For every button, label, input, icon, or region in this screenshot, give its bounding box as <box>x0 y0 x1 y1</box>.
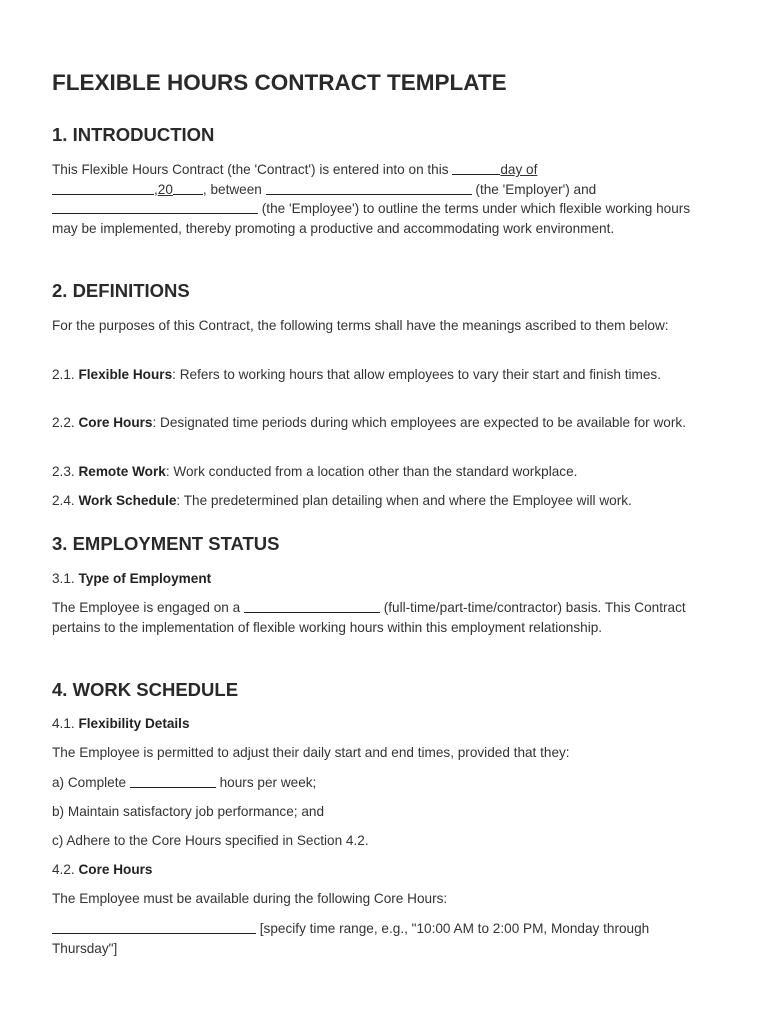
definition-term: Remote Work <box>78 464 166 479</box>
employer-blank <box>266 181 472 195</box>
condition-a-end: hours per week; <box>219 775 317 790</box>
definition-item <box>52 365 718 385</box>
definition-item <box>52 413 718 433</box>
definition-item <box>52 491 718 511</box>
heading-definitions: 2. DEFINITIONS <box>52 280 190 301</box>
employee-blank <box>52 200 258 214</box>
definition-number: 2.2. <box>52 415 75 430</box>
core-hours-range <box>52 919 718 958</box>
subheading-number: 3.1. <box>52 571 75 586</box>
definition-term: Core Hours <box>78 415 153 430</box>
subheading-title: Type of Employment <box>78 571 212 586</box>
definition-text: : Refers to working hours that allow employees to vary their start and finish times. <box>172 367 661 382</box>
core-hours-paragraph: The Employee must be available during the following Core Hours: <box>52 891 448 906</box>
month-blank <box>52 181 154 195</box>
subheading-title: Flexibility Details <box>78 716 190 731</box>
year-prefix: 20 <box>157 181 173 197</box>
employer-text: (the 'Employer') and <box>475 181 597 197</box>
condition-a-start: a) Complete <box>52 775 127 790</box>
core-hours-hint: [specify time range, e.g., "10:00 AM to 2:00 PM, Monday through Thursday"] <box>52 921 650 956</box>
employment-paragraph <box>52 598 718 637</box>
definition-term: Work Schedule <box>78 493 177 508</box>
definition-number: 2.3. <box>52 464 75 479</box>
subheading-core-hours <box>52 860 718 880</box>
document-title: FLEXIBLE HOURS CONTRACT TEMPLATE <box>52 70 507 95</box>
intro-text-start: This Flexible Hours Contract (the 'Contract') is entered into on this <box>52 162 449 177</box>
heading-employment-status: 3. EMPLOYMENT STATUS <box>52 533 280 554</box>
employment-type-blank <box>244 599 380 613</box>
subheading-number: 4.2. <box>52 862 75 877</box>
employment-text-end: (full-time/part-time/contractor) basis. This Contract pertains to the implementation of flexible working hours within this employment relationship. <box>52 600 686 635</box>
definition-text: : The predetermined plan detailing when and where the Employee will work. <box>176 493 632 508</box>
heading-work-schedule: 4. WORK SCHEDULE <box>52 679 239 700</box>
definition-term: Flexible Hours <box>78 367 173 382</box>
heading-introduction: 1. INTRODUCTION <box>52 124 215 145</box>
hours-blank <box>130 774 216 788</box>
condition-a <box>52 773 718 793</box>
subheading-flexibility-details <box>52 714 718 734</box>
definition-text: : Work conducted from a location other than the standard workplace. <box>165 464 578 479</box>
month-comma: , <box>154 181 158 197</box>
year-blank <box>173 181 203 195</box>
core-hours-blank <box>52 920 256 934</box>
day-blank <box>452 161 500 175</box>
definition-item <box>52 462 718 482</box>
day-of-text: day of <box>500 162 538 177</box>
introduction-paragraph <box>52 160 718 238</box>
flexibility-paragraph: The Employee is permitted to adjust their daily start and end times, provided that they: <box>52 745 570 760</box>
subheading-type-of-employment <box>52 569 718 589</box>
definition-text: : Designated time periods during which employees are expected to be available for work. <box>152 415 686 430</box>
employment-text-start: The Employee is engaged on a <box>52 600 241 615</box>
condition-c: c) Adhere to the Core Hours specified in Section 4.2. <box>52 833 369 848</box>
definition-number: 2.4. <box>52 493 75 508</box>
subheading-title: Core Hours <box>78 862 153 877</box>
subheading-number: 4.1. <box>52 716 75 731</box>
definition-number: 2.1. <box>52 367 75 382</box>
definitions-intro: For the purposes of this Contract, the following terms shall have the meanings ascribed to them below: <box>52 318 669 333</box>
between-text: , between <box>202 181 262 197</box>
condition-b: b) Maintain satisfactory job performance; and <box>52 804 325 819</box>
employee-text: (the 'Employee') to outline the terms under which flexible working hours may be implemented, thereby promoting a productive and accommodating work environment. <box>52 201 691 236</box>
